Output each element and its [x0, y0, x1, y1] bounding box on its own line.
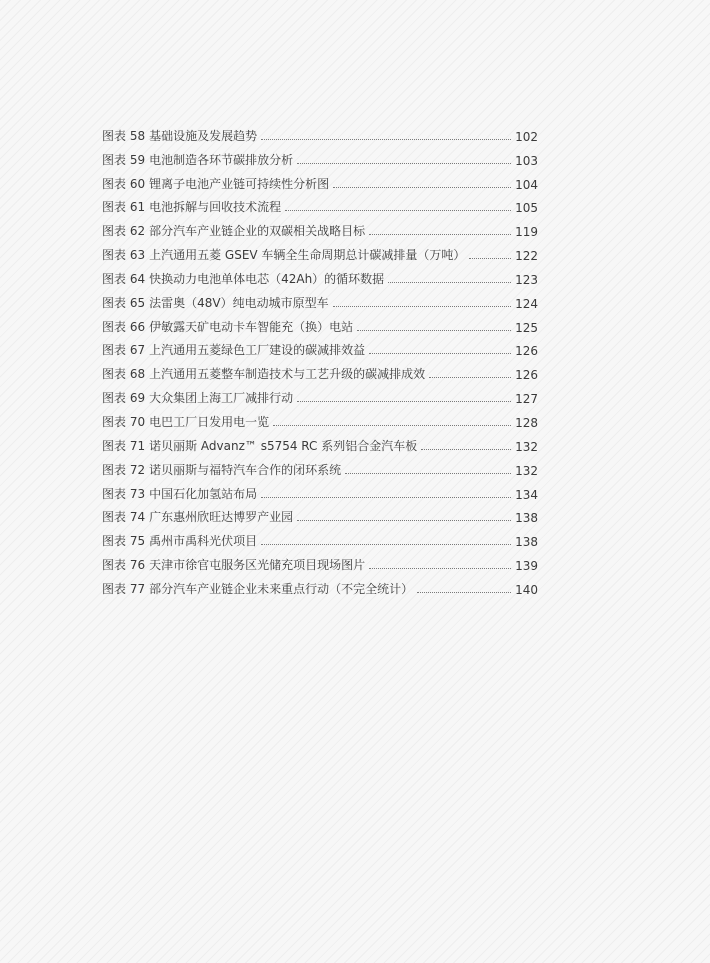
toc-page-number: 127 [515, 392, 538, 407]
dot-leader [297, 401, 511, 402]
toc-page-number: 119 [515, 225, 538, 240]
toc-figure-title: 广东惠州欣旺达博罗产业园 [149, 510, 294, 525]
toc-figure-title: 天津市徐官屯服务区光储充项目现场图片 [149, 558, 366, 573]
toc-entry-label [102, 389, 293, 406]
toc-figure-title: 快换动力电池单体电芯（42Ah）的循环数据 [149, 271, 385, 286]
toc-entry-label [102, 508, 293, 525]
toc-entry-label [102, 198, 281, 215]
toc-page-number: 134 [515, 487, 538, 502]
toc-entry[interactable] [102, 478, 538, 502]
toc-figure-number: 图表 68 [102, 367, 146, 382]
dot-leader [297, 520, 511, 521]
dot-leader [469, 258, 511, 259]
toc-page-number: 140 [515, 582, 538, 597]
toc-page-number: 128 [515, 415, 538, 430]
dot-leader [357, 330, 511, 331]
toc-entry-label [102, 556, 365, 573]
toc-entry[interactable] [102, 335, 538, 359]
toc-page-number: 103 [515, 153, 538, 168]
toc-entry[interactable] [102, 287, 538, 311]
dot-leader [369, 234, 511, 235]
toc-figure-number: 图表 74 [102, 510, 146, 525]
toc-entry-label [102, 341, 365, 358]
toc-entry[interactable] [102, 215, 538, 239]
dot-leader [369, 568, 511, 569]
toc-figure-number: 图表 77 [102, 581, 146, 596]
toc-entry-label [102, 437, 417, 454]
dot-leader [261, 497, 511, 498]
toc-page-number: 139 [515, 559, 538, 574]
toc-entry-label [102, 175, 329, 192]
toc-entry[interactable] [102, 311, 538, 335]
dot-leader [388, 282, 511, 283]
toc-figure-number: 图表 67 [102, 343, 146, 358]
toc-figure-number: 图表 75 [102, 534, 146, 549]
toc-entry[interactable] [102, 239, 538, 263]
dot-leader [417, 592, 511, 593]
toc-entry-label [102, 532, 257, 549]
toc-figure-number: 图表 64 [102, 271, 146, 286]
dot-leader [261, 139, 511, 140]
toc-figure-title: 基础设施及发展趋势 [149, 128, 258, 143]
toc-entry[interactable] [102, 168, 538, 192]
toc-entry-label [102, 222, 365, 239]
toc-page-number: 123 [515, 272, 538, 287]
dot-leader [333, 187, 511, 188]
toc-page-number: 104 [515, 177, 538, 192]
toc-figure-number: 图表 69 [102, 391, 146, 406]
toc-figure-title: 上汽通用五菱绿色工厂建设的碳减排效益 [149, 343, 366, 358]
toc-entry-label [102, 151, 293, 168]
toc-entry[interactable] [102, 263, 538, 287]
toc-figure-number: 图表 61 [102, 200, 146, 215]
toc-entry-label [102, 246, 465, 263]
toc-entry[interactable] [102, 525, 538, 549]
toc-entry[interactable] [102, 358, 538, 382]
toc-entry[interactable] [102, 573, 538, 597]
toc-figure-number: 图表 66 [102, 319, 146, 334]
toc-entry-label [102, 318, 353, 335]
toc-figure-title: 电巴工厂日发用电一览 [149, 414, 270, 429]
toc-figure-title: 锂离子电池产业链可持续性分析图 [149, 176, 330, 191]
toc-entry[interactable] [102, 502, 538, 526]
toc-figure-number: 图表 59 [102, 152, 146, 167]
toc-figure-number: 图表 76 [102, 558, 146, 573]
dot-leader [261, 544, 511, 545]
toc-figure-title: 伊敏露天矿电动卡车智能充（换）电站 [149, 319, 354, 334]
toc-entry-label [102, 461, 341, 478]
toc-page-number: 102 [515, 129, 538, 144]
dot-leader [429, 377, 511, 378]
toc-page-number: 138 [515, 511, 538, 526]
toc-entry-label [102, 294, 329, 311]
toc-figure-number: 图表 65 [102, 295, 146, 310]
toc-entry[interactable] [102, 454, 538, 478]
toc-figure-title: 上汽通用五菱整车制造技术与工艺升级的碳减排成效 [149, 367, 426, 382]
toc-page-number: 124 [515, 296, 538, 311]
toc-page-number: 126 [515, 368, 538, 383]
toc-figure-number: 图表 72 [102, 462, 146, 477]
toc-figure-title: 诺贝丽斯 Advanz™ s5754 RC 系列铝合金汽车板 [149, 438, 418, 453]
toc-figure-title: 禹州市禹科光伏项目 [149, 534, 258, 549]
toc-entry[interactable] [102, 382, 538, 406]
table-of-figures [102, 120, 538, 597]
toc-figure-title: 大众集团上海工厂减排行动 [149, 391, 294, 406]
toc-page-number: 122 [515, 249, 538, 264]
toc-figure-title: 部分汽车产业链企业的双碳相关战略目标 [149, 224, 366, 239]
toc-entry[interactable] [102, 144, 538, 168]
toc-page-number: 132 [515, 463, 538, 478]
toc-page-number: 125 [515, 320, 538, 335]
toc-figure-title: 法雷奥（48V）纯电动城市原型车 [149, 295, 329, 310]
toc-figure-title: 诺贝丽斯与福特汽车合作的闭环系统 [149, 462, 342, 477]
toc-figure-number: 图表 60 [102, 176, 146, 191]
toc-page-number: 132 [515, 439, 538, 454]
dot-leader [345, 473, 511, 474]
toc-entry[interactable] [102, 430, 538, 454]
dot-leader [297, 163, 511, 164]
toc-figure-title: 上汽通用五菱 GSEV 车辆全生命周期总计碳减排量（万吨） [149, 248, 466, 263]
toc-figure-title: 部分汽车产业链企业未来重点行动（不完全统计） [149, 581, 414, 596]
dot-leader [285, 210, 511, 211]
toc-entry-label [102, 127, 257, 144]
toc-figure-number: 图表 73 [102, 486, 146, 501]
toc-page-number: 138 [515, 535, 538, 550]
toc-figure-number: 图表 62 [102, 224, 146, 239]
toc-entry-label [102, 580, 413, 597]
dot-leader [333, 306, 512, 307]
toc-figure-number: 图表 63 [102, 248, 146, 263]
toc-figure-number: 图表 58 [102, 128, 146, 143]
toc-page-number: 105 [515, 201, 538, 216]
dot-leader [273, 425, 511, 426]
toc-figure-number: 图表 71 [102, 438, 146, 453]
toc-entry-label [102, 485, 257, 502]
toc-entry-label [102, 365, 425, 382]
toc-entry[interactable] [102, 120, 538, 144]
toc-entry-label [102, 413, 269, 430]
toc-figure-number: 图表 70 [102, 414, 146, 429]
dot-leader [369, 353, 511, 354]
toc-entry-label [102, 270, 384, 287]
toc-figure-title: 中国石化加氢站布局 [149, 486, 258, 501]
toc-figure-title: 电池拆解与回收技术流程 [149, 200, 282, 215]
dot-leader [421, 449, 511, 450]
toc-page-number: 126 [515, 344, 538, 359]
toc-figure-title: 电池制造各环节碳排放分析 [149, 152, 294, 167]
toc-entry[interactable] [102, 192, 538, 216]
toc-entry[interactable] [102, 549, 538, 573]
toc-entry[interactable] [102, 406, 538, 430]
